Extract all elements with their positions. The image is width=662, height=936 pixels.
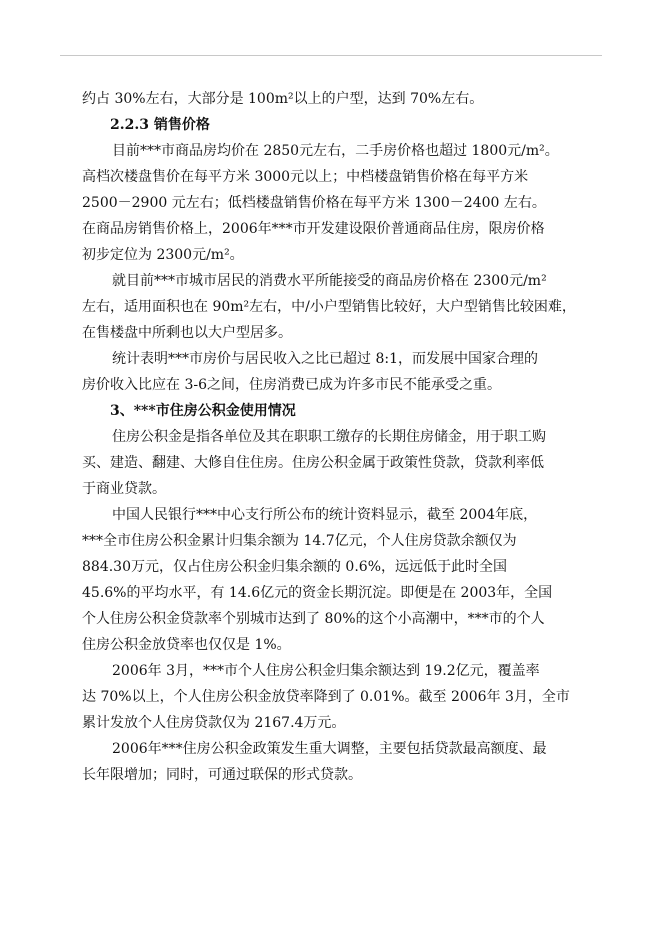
header-rule <box>60 55 602 56</box>
text-line: 个人住房公积金贷款率个别城市达到了 80%的这个小高潮中，***市的个人 <box>82 611 545 627</box>
text-line: 长年限增加；同时，可通过联保的形式贷款。 <box>82 767 362 783</box>
text-line: 累计发放个人住房贷款仅为 2167.4万元。 <box>82 715 346 731</box>
text-line: 在商品房销售价格上，2006年***市开发建设限价普通商品住房，限房价格 <box>82 221 545 237</box>
document-body <box>82 86 582 788</box>
text-line: 左右，适用面积也在 90m²左右，中/小户型销售比较好，大户型销售比较困难， <box>82 299 576 315</box>
text-line: 住房公积金是指各单位及其在职职工缴存的长期住房储金，用于职工购 <box>112 429 546 445</box>
text-line: 房价收入比应在 3-6之间，住房消费已成为许多市民不能承受之重。 <box>82 377 501 393</box>
text-line: 高档次楼盘售价在每平方米 3000元以上；中档楼盘销售价格在每平方米 <box>82 169 529 185</box>
text-line: 达 70%以上，个人住房公积金放贷率降到了 0.01%。截至 2006年 3月，全市 <box>82 689 570 705</box>
text-line: 就目前***市城市居民的消费水平所能接受的商品房价格在 2300元/m² <box>112 273 547 289</box>
text-line: 统计表明***市房价与居民收入之比已超过 8:1，而发展中国家合理的 <box>112 351 538 367</box>
text-line: 初步定位为 2300元/m²。 <box>82 247 244 263</box>
text-line: 2006年 3月，***市个人住房公积金归集余额达到 19.2亿元，覆盖率 <box>112 663 540 679</box>
text-line: 2500－2900 元左右；低档楼盘销售价格在每平方米 1300－2400 左右。 <box>82 195 546 211</box>
text-line: 2006年***住房公积金政策发生重大调整，主要包括贷款最高额度、最 <box>112 741 547 757</box>
text-line: 884.30万元，仅占住房公积金归集余额的 0.6%，远远低于此时全国 <box>82 559 508 575</box>
text-line: 45.6%的平均水平，有 14.6亿元的资金长期沉淀。即便是在 2003年，全国 <box>82 585 553 601</box>
text-line: 中国人民银行***中心支行所公布的统计资料显示，截至 2004年底， <box>112 507 538 523</box>
text-line: 住房公积金放贷率也仅仅是 1%。 <box>82 637 291 653</box>
text-line: 于商业贷款。 <box>82 481 166 497</box>
section-heading: 2.2.3 销售价格 <box>110 117 210 133</box>
text-line: ***全市住房公积金累计归集余额为 14.7亿元，个人住房贷款余额仅为 <box>82 533 517 549</box>
text-line: 约占 30%左右，大部分是 100m²以上的户型，达到 70%左右。 <box>82 91 484 107</box>
text-line: 买、建造、翻建、大修自住住房。住房公积金属于政策性贷款，贷款利率低 <box>82 455 544 471</box>
text-line: 在售楼盘中所剩也以大户型居多。 <box>82 325 292 341</box>
section-heading: 3、***市住房公积金使用情况 <box>110 403 296 419</box>
text-line: 目前***市商品房均价在 2850元左右，二手房价格也超过 1800元/m²。 <box>112 143 559 159</box>
